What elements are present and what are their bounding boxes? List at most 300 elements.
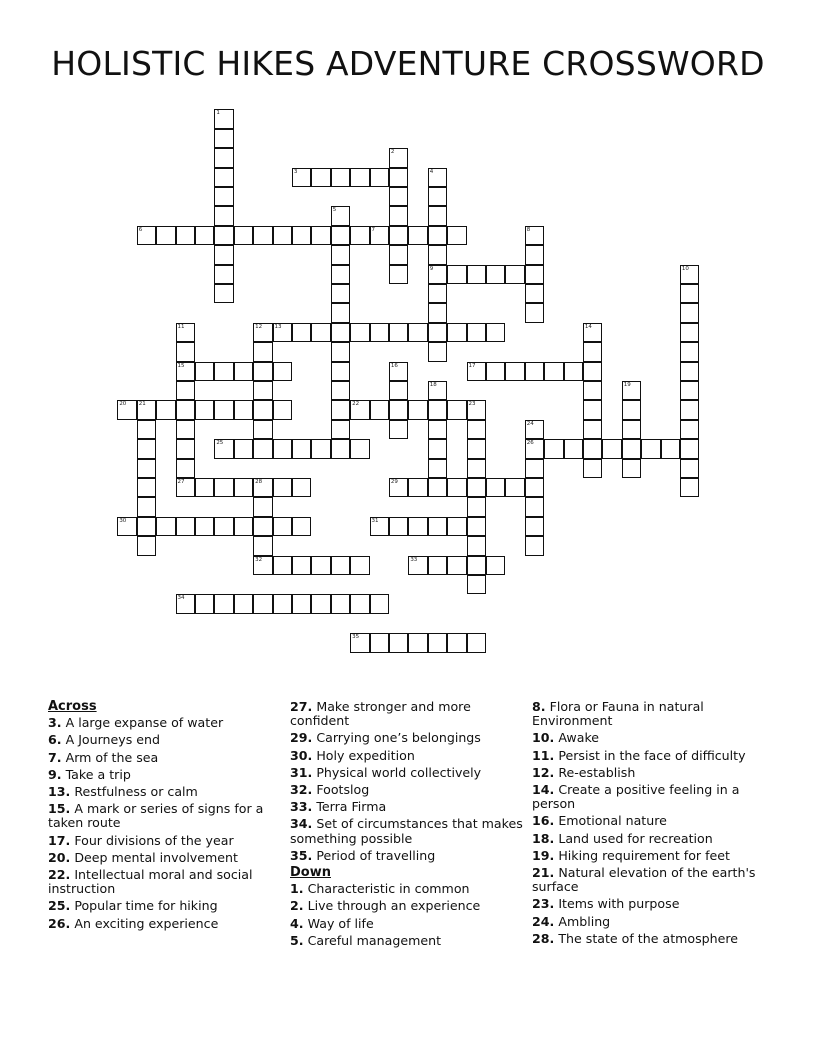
- page-title: HOLISTIC HIKES ADVENTURE CROSSWORD: [51, 44, 765, 83]
- clue-item: [48, 868, 290, 896]
- grid-cell[interactable]: [389, 517, 408, 536]
- grid-cell[interactable]: [544, 362, 563, 381]
- clue-item: [290, 749, 532, 763]
- grid-cell[interactable]: [137, 497, 156, 516]
- clue-item: [532, 932, 774, 946]
- grid-cell[interactable]: [273, 323, 292, 342]
- grid-cell[interactable]: [214, 439, 233, 458]
- grid-cell[interactable]: [370, 633, 389, 652]
- grid-cell[interactable]: [292, 323, 311, 342]
- grid-cell[interactable]: [467, 362, 486, 381]
- grid-cell[interactable]: [156, 400, 175, 419]
- grid-cell[interactable]: [564, 439, 583, 458]
- clue-item-text: Create a positive feeling in a person: [532, 782, 740, 812]
- grid-cell[interactable]: [680, 478, 699, 497]
- grid-cell[interactable]: [350, 556, 369, 575]
- grid-cell[interactable]: [331, 420, 350, 439]
- grid-cell[interactable]: [467, 575, 486, 594]
- grid-cell[interactable]: [214, 478, 233, 497]
- grid-cell[interactable]: [525, 265, 544, 284]
- grid-cell[interactable]: [350, 323, 369, 342]
- clue-item: [48, 733, 290, 747]
- grid-cell[interactable]: [117, 517, 136, 536]
- grid-cell[interactable]: [583, 400, 602, 419]
- clue-number: 5: [332, 207, 337, 214]
- grid-cell[interactable]: [428, 206, 447, 225]
- grid-cell[interactable]: [273, 400, 292, 419]
- grid-cell[interactable]: [176, 478, 195, 497]
- grid-cell[interactable]: [583, 362, 602, 381]
- clue-number: 29: [390, 478, 398, 485]
- grid-cell[interactable]: [176, 517, 195, 536]
- grid-cell[interactable]: [292, 168, 311, 187]
- grid-cell[interactable]: [447, 323, 466, 342]
- grid-cell[interactable]: [622, 420, 641, 439]
- grid-cell[interactable]: [428, 187, 447, 206]
- grid-cell[interactable]: [467, 323, 486, 342]
- clue-item: [290, 700, 532, 728]
- grid-cell[interactable]: [661, 439, 680, 458]
- grid-cell[interactable]: [214, 148, 233, 167]
- grid-cell[interactable]: [680, 420, 699, 439]
- grid-cell[interactable]: [214, 362, 233, 381]
- grid-cell[interactable]: [680, 342, 699, 361]
- grid-cell[interactable]: [467, 556, 486, 575]
- grid-cell[interactable]: [195, 594, 214, 613]
- grid-cell[interactable]: [370, 323, 389, 342]
- grid-cell[interactable]: [331, 381, 350, 400]
- clue-item-number: 14.: [532, 782, 555, 798]
- clue-number: 2: [390, 149, 395, 156]
- clue-number: 17: [468, 362, 476, 369]
- grid-cell[interactable]: [311, 439, 330, 458]
- grid-cell[interactable]: [370, 226, 389, 245]
- clue-item: [532, 749, 774, 763]
- grid-cell[interactable]: [467, 497, 486, 516]
- grid-cell[interactable]: [273, 226, 292, 245]
- clue-number: 22: [352, 401, 360, 408]
- clue-item-text: Footslog: [316, 782, 370, 798]
- grid-cell[interactable]: [389, 323, 408, 342]
- grid-cell[interactable]: [428, 439, 447, 458]
- clue-item-text: Deep mental involvement: [74, 849, 238, 865]
- grid-cell[interactable]: [389, 633, 408, 652]
- clue-item-text: Intellectual moral and social instruction: [48, 867, 253, 897]
- grid-cell[interactable]: [292, 517, 311, 536]
- grid-cell[interactable]: [292, 594, 311, 613]
- clue-item-text: Carrying one’s belongings: [316, 730, 481, 746]
- grid-cell[interactable]: [331, 400, 350, 419]
- grid-cell[interactable]: [234, 400, 253, 419]
- clue-item-number: 30.: [290, 747, 313, 763]
- clue-number: 3: [293, 168, 298, 175]
- grid-cell[interactable]: [525, 536, 544, 555]
- grid-cell[interactable]: [137, 536, 156, 555]
- grid-cell[interactable]: [447, 226, 466, 245]
- grid-cell[interactable]: [311, 594, 330, 613]
- grid-cell[interactable]: [428, 633, 447, 652]
- grid-cell[interactable]: [117, 400, 136, 419]
- grid-cell[interactable]: [389, 226, 408, 245]
- grid-cell[interactable]: [214, 517, 233, 536]
- clue-number: 15: [177, 362, 185, 369]
- grid-cell[interactable]: [214, 245, 233, 264]
- grid-cell[interactable]: [214, 187, 233, 206]
- grid-cell[interactable]: [389, 148, 408, 167]
- grid-cell[interactable]: [253, 439, 272, 458]
- grid-cell[interactable]: [389, 187, 408, 206]
- clue-item: [48, 851, 290, 865]
- grid-cell[interactable]: [156, 226, 175, 245]
- grid-cell[interactable]: [428, 400, 447, 419]
- grid-cell[interactable]: [525, 517, 544, 536]
- grid-cell[interactable]: [253, 556, 272, 575]
- clue-number: 26: [526, 440, 534, 447]
- grid-cell[interactable]: [447, 478, 466, 497]
- grid-cell[interactable]: [428, 226, 447, 245]
- clue-item-number: 5.: [290, 932, 304, 948]
- grid-cell[interactable]: [176, 594, 195, 613]
- grid-cell[interactable]: [525, 245, 544, 264]
- grid-cell[interactable]: [253, 478, 272, 497]
- grid-cell[interactable]: [137, 517, 156, 536]
- grid-cell[interactable]: [234, 362, 253, 381]
- grid-cell[interactable]: [389, 381, 408, 400]
- grid-cell[interactable]: [408, 633, 427, 652]
- clue-item: [48, 899, 290, 913]
- clue-number: 16: [390, 362, 398, 369]
- grid-cell[interactable]: [350, 633, 369, 652]
- grid-cell[interactable]: [331, 323, 350, 342]
- grid-cell[interactable]: [602, 439, 621, 458]
- grid-cell[interactable]: [428, 284, 447, 303]
- grid-cell[interactable]: [505, 362, 524, 381]
- grid-cell[interactable]: [253, 594, 272, 613]
- clue-item: [532, 866, 774, 894]
- grid-cell[interactable]: [467, 517, 486, 536]
- grid-cell[interactable]: [389, 265, 408, 284]
- grid-cell[interactable]: [234, 439, 253, 458]
- grid-cell[interactable]: [467, 265, 486, 284]
- grid-cell[interactable]: [331, 168, 350, 187]
- clue-item: [48, 802, 290, 830]
- grid-cell[interactable]: [292, 556, 311, 575]
- clue-item: [290, 849, 532, 863]
- grid-cell[interactable]: [253, 342, 272, 361]
- grid-cell[interactable]: [234, 594, 253, 613]
- grid-cell[interactable]: [311, 323, 330, 342]
- grid-cell[interactable]: [331, 594, 350, 613]
- clue-number: 27: [177, 478, 185, 485]
- grid-cell[interactable]: [583, 323, 602, 342]
- grid-cell[interactable]: [680, 362, 699, 381]
- grid-cell[interactable]: [234, 517, 253, 536]
- grid-cell[interactable]: [447, 517, 466, 536]
- grid-cell[interactable]: [428, 478, 447, 497]
- grid-cell[interactable]: [525, 284, 544, 303]
- clue-number: 20: [119, 401, 127, 408]
- grid-cell[interactable]: [486, 478, 505, 497]
- grid-cell[interactable]: [137, 420, 156, 439]
- grid-cell[interactable]: [680, 439, 699, 458]
- grid-cell[interactable]: [680, 459, 699, 478]
- grid-cell[interactable]: [214, 265, 233, 284]
- grid-cell[interactable]: [583, 459, 602, 478]
- grid-cell[interactable]: [176, 226, 195, 245]
- grid-cell[interactable]: [370, 400, 389, 419]
- grid-cell[interactable]: [564, 362, 583, 381]
- grid-cell[interactable]: [331, 245, 350, 264]
- grid-cell[interactable]: [428, 303, 447, 322]
- grid-cell[interactable]: [273, 517, 292, 536]
- grid-cell[interactable]: [486, 556, 505, 575]
- clue-number: 6: [138, 226, 143, 233]
- grid-cell[interactable]: [214, 226, 233, 245]
- clue-item: [48, 834, 290, 848]
- grid-cell[interactable]: [428, 459, 447, 478]
- grid-cell[interactable]: [176, 459, 195, 478]
- grid-cell[interactable]: [214, 168, 233, 187]
- grid-cell[interactable]: [525, 303, 544, 322]
- grid-cell[interactable]: [525, 420, 544, 439]
- grid-cell[interactable]: [253, 517, 272, 536]
- grid-cell[interactable]: [253, 362, 272, 381]
- grid-cell[interactable]: [273, 556, 292, 575]
- grid-cell[interactable]: [428, 556, 447, 575]
- grid-cell[interactable]: [428, 245, 447, 264]
- grid-cell[interactable]: [544, 439, 563, 458]
- grid-cell[interactable]: [486, 323, 505, 342]
- grid-cell[interactable]: [176, 420, 195, 439]
- clue-number: 23: [468, 401, 476, 408]
- grid-cell[interactable]: [137, 439, 156, 458]
- grid-cell[interactable]: [273, 594, 292, 613]
- grid-cell[interactable]: [408, 478, 427, 497]
- grid-cell[interactable]: [331, 284, 350, 303]
- grid-cell[interactable]: [467, 536, 486, 555]
- grid-cell[interactable]: [311, 168, 330, 187]
- clue-number: 11: [177, 323, 185, 330]
- grid-cell[interactable]: [176, 362, 195, 381]
- grid-cell[interactable]: [622, 381, 641, 400]
- grid-cell[interactable]: [583, 342, 602, 361]
- grid-cell[interactable]: [370, 168, 389, 187]
- clue-item-text: A mark or series of signs for a taken route: [48, 801, 264, 831]
- grid-cell[interactable]: [680, 303, 699, 322]
- grid-cell[interactable]: [447, 633, 466, 652]
- grid-cell[interactable]: [350, 168, 369, 187]
- grid-cell[interactable]: [389, 362, 408, 381]
- clue-item-number: 17.: [48, 832, 71, 848]
- grid-cell[interactable]: [370, 517, 389, 536]
- clue-item: [290, 882, 532, 896]
- clue-item-text: Characteristic in common: [307, 881, 470, 897]
- grid-cell[interactable]: [253, 497, 272, 516]
- clue-item: [532, 814, 774, 828]
- grid-cell[interactable]: [622, 459, 641, 478]
- grid-cell[interactable]: [525, 497, 544, 516]
- grid-cell[interactable]: [428, 517, 447, 536]
- grid-cell[interactable]: [447, 556, 466, 575]
- grid-cell[interactable]: [680, 400, 699, 419]
- grid-cell[interactable]: [195, 400, 214, 419]
- grid-cell[interactable]: [253, 323, 272, 342]
- grid-cell[interactable]: [156, 517, 175, 536]
- grid-cell[interactable]: [447, 265, 466, 284]
- grid-cell[interactable]: [214, 109, 233, 128]
- grid-cell[interactable]: [428, 342, 447, 361]
- grid-cell[interactable]: [176, 381, 195, 400]
- grid-cell[interactable]: [195, 478, 214, 497]
- grid-cell[interactable]: [176, 342, 195, 361]
- clue-number: 14: [584, 323, 592, 330]
- grid-cell[interactable]: [137, 400, 156, 419]
- grid-cell[interactable]: [137, 478, 156, 497]
- grid-cell[interactable]: [389, 400, 408, 419]
- grid-cell[interactable]: [505, 478, 524, 497]
- grid-cell[interactable]: [389, 420, 408, 439]
- grid-cell[interactable]: [467, 439, 486, 458]
- clue-item-text: The state of the atmosphere: [558, 930, 739, 946]
- grid-cell[interactable]: [680, 265, 699, 284]
- grid-cell[interactable]: [195, 226, 214, 245]
- grid-cell[interactable]: [525, 459, 544, 478]
- grid-cell[interactable]: [214, 594, 233, 613]
- grid-cell[interactable]: [408, 517, 427, 536]
- grid-cell[interactable]: [583, 439, 602, 458]
- grid-cell[interactable]: [680, 323, 699, 342]
- grid-cell[interactable]: [350, 594, 369, 613]
- grid-cell[interactable]: [214, 400, 233, 419]
- grid-cell[interactable]: [176, 323, 195, 342]
- grid-cell[interactable]: [680, 284, 699, 303]
- grid-cell[interactable]: [137, 459, 156, 478]
- grid-cell[interactable]: [408, 226, 427, 245]
- grid-cell[interactable]: [253, 226, 272, 245]
- grid-cell[interactable]: [214, 206, 233, 225]
- grid-cell[interactable]: [408, 400, 427, 419]
- clue-number: 32: [255, 556, 263, 563]
- clue-item-number: 18.: [532, 830, 555, 846]
- grid-cell[interactable]: [234, 478, 253, 497]
- grid-cell[interactable]: [525, 362, 544, 381]
- grid-cell[interactable]: [428, 420, 447, 439]
- clue-item-text: Period of travelling: [316, 847, 436, 863]
- grid-cell[interactable]: [253, 420, 272, 439]
- grid-cell[interactable]: [622, 400, 641, 419]
- clue-item-text: A large expanse of water: [65, 715, 224, 731]
- clue-item: [290, 899, 532, 913]
- grid-cell[interactable]: [195, 362, 214, 381]
- grid-cell[interactable]: [467, 478, 486, 497]
- grid-cell[interactable]: [428, 168, 447, 187]
- grid-cell[interactable]: [331, 556, 350, 575]
- clue-item-number: 8.: [532, 699, 546, 714]
- grid-cell[interactable]: [331, 303, 350, 322]
- grid-cell[interactable]: [350, 400, 369, 419]
- clue-item: [532, 849, 774, 863]
- grid-cell[interactable]: [292, 226, 311, 245]
- grid-cell[interactable]: [467, 459, 486, 478]
- grid-cell[interactable]: [447, 400, 466, 419]
- grid-cell[interactable]: [622, 439, 641, 458]
- clue-item-text: Restfulness or calm: [74, 784, 198, 800]
- grid-cell[interactable]: [331, 342, 350, 361]
- grid-cell[interactable]: [389, 206, 408, 225]
- clue-number: 13: [274, 323, 282, 330]
- grid-cell[interactable]: [214, 129, 233, 148]
- grid-cell[interactable]: [428, 323, 447, 342]
- grid-cell[interactable]: [331, 362, 350, 381]
- grid-cell[interactable]: [253, 400, 272, 419]
- grid-cell[interactable]: [331, 265, 350, 284]
- grid-cell[interactable]: [486, 362, 505, 381]
- grid-cell[interactable]: [428, 265, 447, 284]
- grid-cell[interactable]: [214, 284, 233, 303]
- grid-cell[interactable]: [176, 400, 195, 419]
- grid-cell[interactable]: [273, 478, 292, 497]
- clue-number: 9: [429, 265, 434, 272]
- grid-cell[interactable]: [428, 381, 447, 400]
- grid-cell[interactable]: [350, 226, 369, 245]
- clue-item: [290, 800, 532, 814]
- grid-cell[interactable]: [505, 265, 524, 284]
- grid-cell[interactable]: [311, 556, 330, 575]
- grid-cell[interactable]: [389, 168, 408, 187]
- grid-cell[interactable]: [408, 323, 427, 342]
- grid-cell[interactable]: [331, 439, 350, 458]
- grid-cell[interactable]: [137, 226, 156, 245]
- grid-cell[interactable]: [467, 633, 486, 652]
- grid-cell[interactable]: [292, 478, 311, 497]
- clue-item-number: 26.: [48, 915, 71, 931]
- clue-item-number: 2.: [290, 898, 304, 914]
- grid-cell[interactable]: [680, 381, 699, 400]
- grid-cell[interactable]: [467, 400, 486, 419]
- grid-cell[interactable]: [408, 556, 427, 575]
- grid-cell[interactable]: [525, 478, 544, 497]
- grid-cell[interactable]: [525, 226, 544, 245]
- clue-item-text: Way of life: [307, 915, 374, 931]
- grid-cell[interactable]: [253, 381, 272, 400]
- grid-cell[interactable]: [273, 362, 292, 381]
- grid-cell[interactable]: [292, 439, 311, 458]
- grid-cell[interactable]: [467, 420, 486, 439]
- grid-cell[interactable]: [331, 226, 350, 245]
- clue-item-text: Set of circumstances that makes something possible: [290, 816, 523, 846]
- clue-number: 25: [216, 440, 224, 447]
- grid-cell[interactable]: [253, 536, 272, 555]
- grid-cell[interactable]: [486, 265, 505, 284]
- grid-cell[interactable]: [350, 439, 369, 458]
- grid-cell[interactable]: [176, 439, 195, 458]
- grid-cell[interactable]: [273, 439, 292, 458]
- clue-item-number: 34.: [290, 816, 313, 832]
- grid-cell[interactable]: [525, 439, 544, 458]
- grid-cell[interactable]: [389, 245, 408, 264]
- grid-cell[interactable]: [195, 517, 214, 536]
- clue-number: 35: [352, 634, 360, 641]
- grid-cell[interactable]: [583, 420, 602, 439]
- grid-cell[interactable]: [370, 594, 389, 613]
- clue-item-text: Make stronger and more confident: [290, 699, 471, 729]
- grid-cell[interactable]: [234, 226, 253, 245]
- grid-cell[interactable]: [583, 381, 602, 400]
- grid-cell[interactable]: [389, 478, 408, 497]
- grid-cell[interactable]: [331, 206, 350, 225]
- grid-cell[interactable]: [311, 226, 330, 245]
- grid-cell[interactable]: [641, 439, 660, 458]
